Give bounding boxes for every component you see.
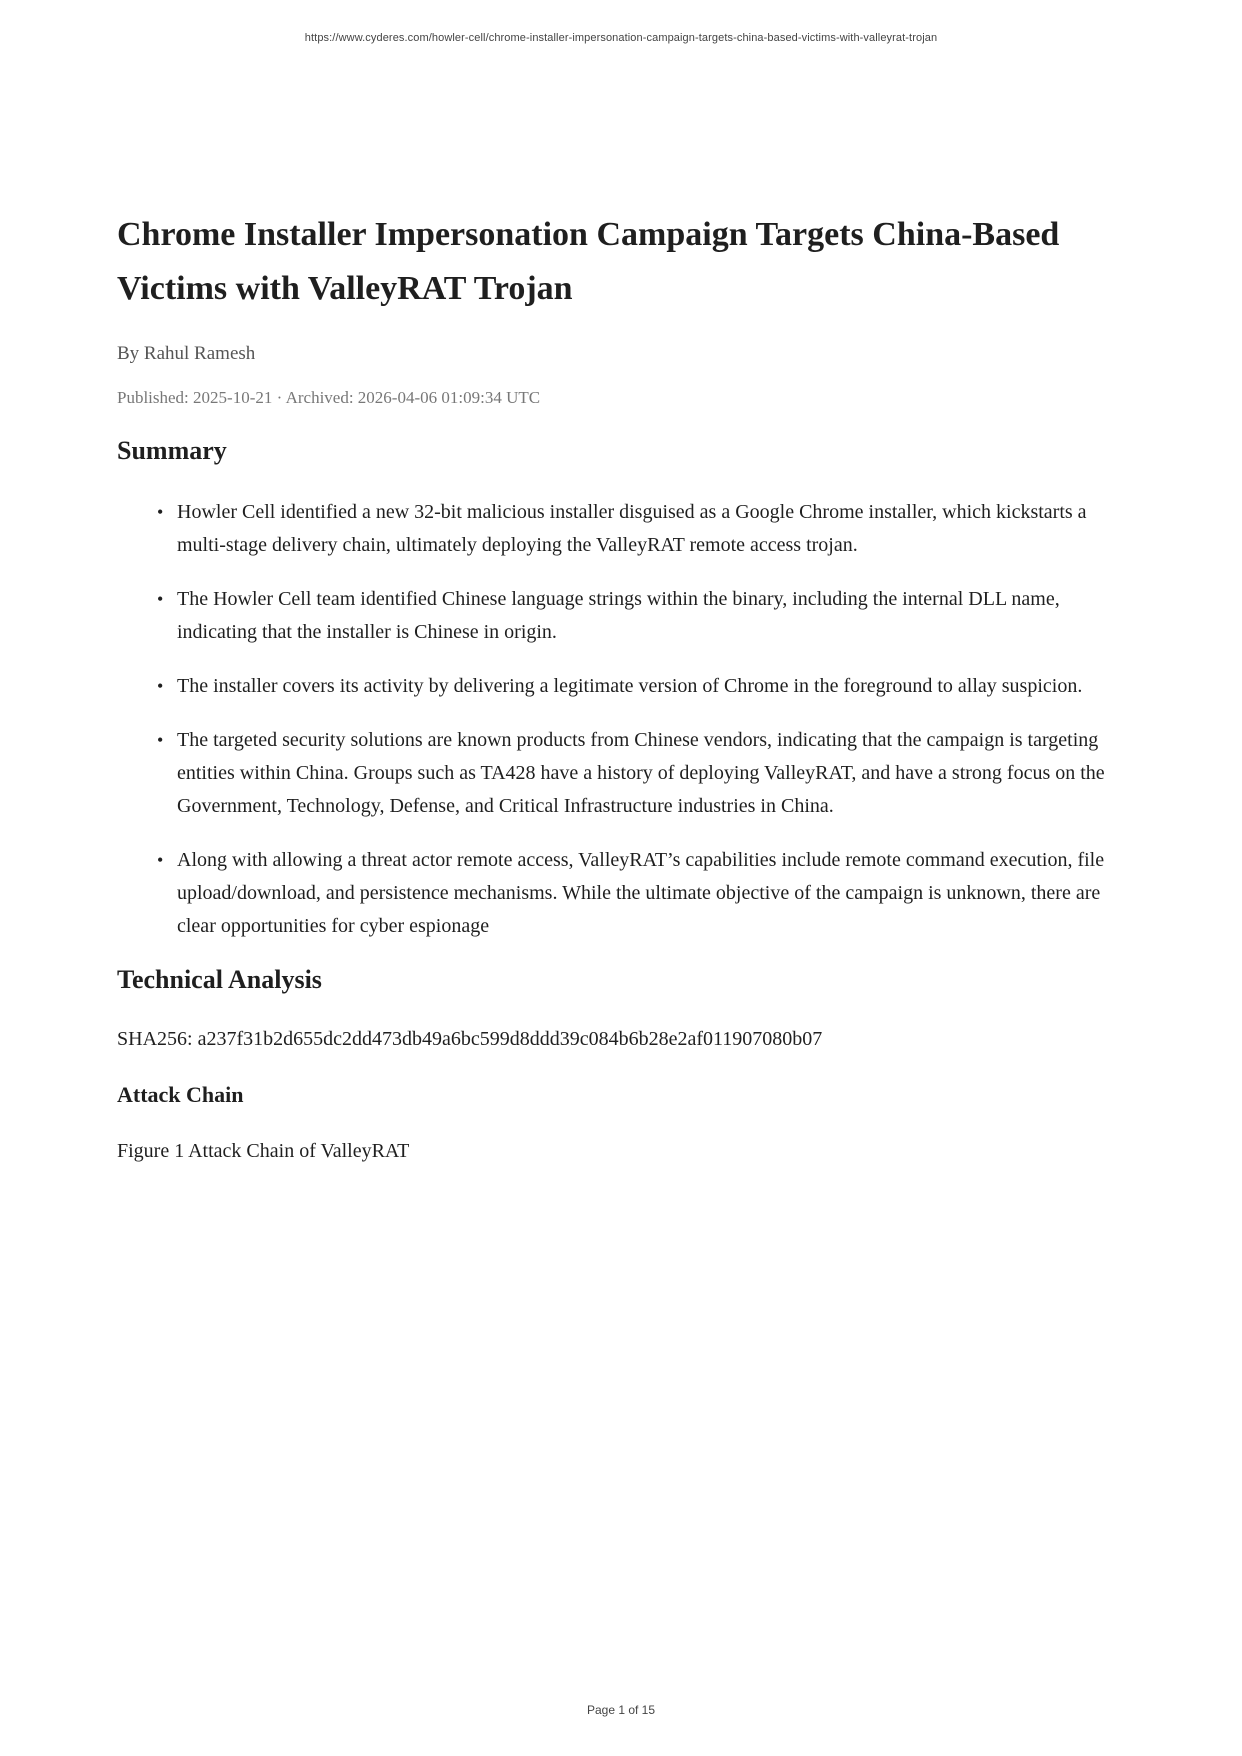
bullet-icon: • bbox=[157, 589, 164, 609]
bullet-icon: • bbox=[157, 850, 164, 870]
bullet-icon: • bbox=[157, 502, 164, 522]
summary-list bbox=[117, 496, 1127, 943]
summary-item-text: Howler Cell identified a new 32-bit malicious installer disguised as a Google Chrome installer, which kickstarts a multi-stage delivery chain, ultimately deploying the ValleyRAT remote access trojan. bbox=[177, 501, 1087, 556]
figure-caption: Figure 1 Attack Chain of ValleyRAT bbox=[117, 1140, 410, 1162]
summary-item bbox=[157, 670, 1127, 703]
article-content bbox=[117, 208, 1127, 1166]
summary-item-text: The Howler Cell team identified Chinese language strings within the binary, including the internal DLL name, indicating that the installer is Chinese in origin. bbox=[177, 588, 1060, 643]
technical-analysis-heading: Technical Analysis bbox=[117, 965, 322, 994]
summary-item-text: The installer covers its activity by delivering a legitimate version of Chrome in the foreground to allay suspicion. bbox=[177, 675, 1083, 697]
summary-heading: Summary bbox=[117, 436, 227, 465]
summary-item-text: Along with allowing a threat actor remote access, ValleyRAT’s capabilities include remote command execution, file upload/download, and persistence mechanisms. While the ultimate objective of the campaign is unknown, there are clear opportunities for cyber espionage bbox=[177, 849, 1105, 937]
page-url: https://www.cyderes.com/howler-cell/chrome-installer-impersonation-campaign-targets-china-based-victims-with-valleyrat-trojan bbox=[304, 32, 938, 44]
author-byline: By Rahul Ramesh bbox=[117, 343, 256, 364]
summary-item bbox=[157, 844, 1127, 943]
sha256-hash: SHA256: a237f31b2d655dc2dd473db49a6bc599d8ddd39c084b6b28e2af011907080b07 bbox=[117, 1028, 823, 1050]
bullet-icon: • bbox=[157, 730, 164, 750]
summary-item-text: The targeted security solutions are known products from Chinese vendors, indicating that the campaign is targeting entities within China. Groups such as TA428 have a history of deploying ValleyRAT, and have a strong focus on the Government, Technology, Defense, and Critical Infrastructure industries in China. bbox=[177, 729, 1105, 817]
attack-chain-heading: Attack Chain bbox=[117, 1082, 244, 1107]
page-number: Page 1 of 15 bbox=[586, 1703, 656, 1717]
summary-item bbox=[157, 496, 1127, 562]
bullet-icon: • bbox=[157, 676, 164, 696]
article-title: Chrome Installer Impersonation Campaign Targets China-Based Victims with ValleyRAT Trojan bbox=[117, 216, 1060, 307]
summary-item bbox=[157, 724, 1127, 823]
publish-archive-meta: Published: 2025-10-21 · Archived: 2026-04-06 01:09:34 UTC bbox=[117, 388, 541, 407]
summary-item bbox=[157, 583, 1127, 649]
